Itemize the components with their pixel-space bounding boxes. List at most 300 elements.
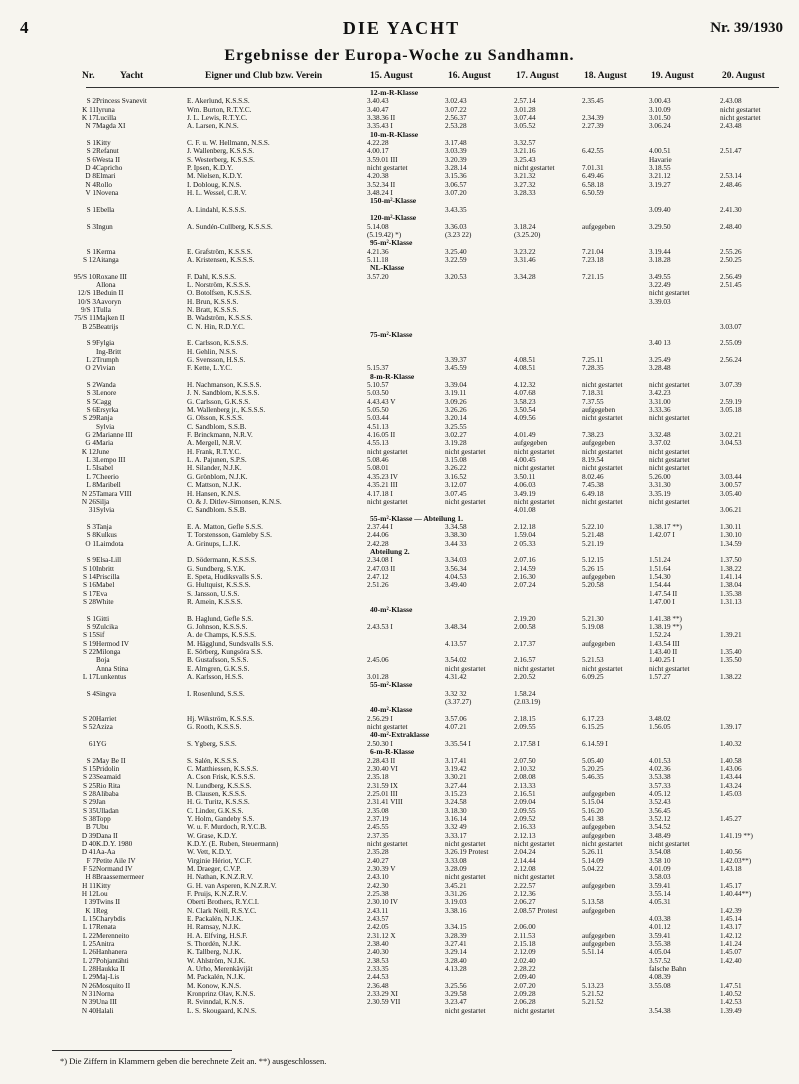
race-time-day2: 3.38.16 — [445, 906, 467, 915]
race-time-day6: 2.59.19 — [720, 397, 742, 406]
race-time-day3: 2.12.09 — [514, 948, 536, 957]
sail-number: N 4 — [85, 180, 96, 189]
race-time-day1: 2.43.10 — [367, 873, 389, 882]
owner-club: L. Norström, K.S.S.S. — [187, 280, 251, 289]
race-time-day3: (2.03.19) — [514, 698, 541, 707]
race-time-day2: 3.23.47 — [445, 998, 467, 1007]
owner-club: A. Larsen, K.N.S. — [187, 122, 239, 131]
sail-number: L 26 — [82, 948, 96, 957]
race-time-day4: 5.19.08 — [582, 623, 604, 631]
result-row — [0, 990, 799, 998]
race-time-day1: 2.43.57 — [367, 915, 389, 924]
race-time-day3: 2.17.58 I — [514, 739, 540, 748]
race-time-day4: 5.21.30 — [582, 614, 604, 623]
col-nr: Nr. — [82, 71, 95, 81]
race-time-day5: 3.37.02 — [649, 439, 671, 448]
yacht-name: Maribell — [96, 481, 121, 490]
race-time-day3: 2.06.27 — [514, 898, 536, 907]
race-time-day5: 1.47.00 I — [649, 597, 675, 606]
race-time-day6: 2.55.09 — [720, 339, 742, 348]
sail-number: S 2 — [86, 147, 96, 156]
race-time-day2: 3.30.21 — [445, 773, 467, 782]
race-time-day6: 2.51.45 — [720, 280, 742, 289]
race-time-day2: 3.06.57 — [445, 180, 467, 189]
race-time-day6: 1.42.12 — [720, 931, 742, 940]
race-time-day1: 3.57.20 — [367, 272, 389, 281]
owner-club: S. Thordén, N.J.K. — [187, 940, 241, 949]
sail-number: S 29 — [83, 798, 96, 807]
race-time-day2: 3.29.14 — [445, 948, 467, 957]
race-time-day3: 2.12.18 — [514, 522, 536, 531]
race-time-day6: 1.43.06 — [720, 764, 742, 773]
race-time-day4: 5.26 15 — [582, 564, 604, 573]
yacht-name: June — [96, 447, 110, 456]
race-time-day1: 4.51.13 — [367, 422, 389, 431]
race-time-day1: 5.03.50 — [367, 389, 389, 398]
race-time-day2: 3.33.17 — [445, 831, 467, 840]
yacht-name: Magda XI — [96, 122, 126, 131]
sail-number: D 40 — [81, 839, 96, 848]
result-row — [0, 882, 799, 890]
race-time-day4: 5.21.52 — [582, 990, 604, 999]
race-time-day5: 3.59.41 — [649, 931, 671, 940]
race-time-day3: 2 05.33 — [514, 539, 536, 548]
race-time-day2: 4.31.42 — [445, 673, 467, 682]
race-time-day3: 2.16.30 — [514, 572, 536, 581]
race-time-day5: 4.05.12 — [649, 789, 671, 798]
race-time-day2: 3.27.44 — [445, 781, 467, 790]
race-time-day1: 5.05.50 — [367, 406, 389, 415]
race-time-day2: 3.48.34 — [445, 623, 467, 631]
header-rule — [86, 87, 779, 88]
race-time-day4: 7.38.23 — [582, 431, 604, 440]
sail-number: O 2 — [85, 364, 96, 373]
sail-number: D 4 — [85, 164, 96, 173]
race-time-day4: 5.21.19 — [582, 539, 604, 548]
race-time-day2: 3.44 33 — [445, 539, 467, 548]
race-time-day1: 5.08.46 — [367, 456, 389, 465]
result-row — [0, 873, 799, 881]
race-time-day2: 3.38.30 — [445, 531, 467, 540]
sail-number: S 9 — [86, 623, 96, 631]
race-time-day6: 2.43.48 — [720, 122, 742, 131]
owner-club: M. Draeger, C.V.P. — [187, 864, 242, 873]
class-label: 150-m²-Klasse — [370, 196, 417, 206]
race-time-day2: 3.34.15 — [445, 923, 467, 932]
result-row — [0, 223, 799, 231]
sail-number: B 7 — [85, 823, 96, 832]
yacht-name: Kitty — [96, 139, 111, 148]
owner-club: Virginie Hériot, Y.C.F. — [187, 856, 252, 865]
owner-club: M. Wallenberg jr., K.S.S.S. — [187, 406, 266, 415]
race-time-day2: 3.16.52 — [445, 472, 467, 481]
class-heading — [0, 731, 799, 739]
sail-number: F 52 — [83, 864, 96, 873]
race-time-day1: 2.43.11 — [367, 906, 389, 915]
sail-number: L 29 — [82, 973, 96, 982]
race-time-day3: 4.01.49 — [514, 431, 536, 440]
race-time-day3: 4.08.51 — [514, 356, 536, 364]
race-time-day3: 3.23.22 — [514, 247, 536, 256]
race-time-day2: 3.09.26 — [445, 397, 467, 406]
race-time-day2: 3.39.37 — [445, 356, 467, 364]
yacht-name: Westa II — [96, 155, 120, 164]
result-row — [0, 631, 799, 639]
race-time-day1: 2.31.12 X — [367, 931, 396, 940]
race-time-day5: 3.39.03 — [649, 297, 671, 306]
sail-number: V 1 — [85, 189, 96, 198]
race-time-day6: 1.45.27 — [720, 814, 742, 823]
race-time-day1: 3.48.24 I — [367, 189, 393, 198]
race-time-day1: 5.11.18 — [367, 255, 389, 264]
result-row — [0, 715, 799, 723]
owner-club: H. Ramsay, N.J.K. — [187, 923, 241, 932]
owner-club: H. A. Elfving, H.S.F. — [187, 931, 248, 940]
owner-club: M. Nielsen, K.D.Y. — [187, 172, 243, 181]
col-day1: 15. August — [370, 71, 413, 81]
race-time-day1: 2.33.35 — [367, 965, 389, 974]
race-time-day1: 2.40.30 — [367, 948, 389, 957]
sail-number: K 17 — [81, 114, 96, 123]
race-time-day5: 3.40 13 — [649, 339, 671, 348]
race-time-day1: 4.00.17 — [367, 147, 389, 156]
result-row — [0, 765, 799, 773]
race-time-day5: 3.48.02 — [649, 714, 671, 723]
yacht-name: Boja — [96, 656, 110, 665]
race-time-day2: 3.16.14 — [445, 814, 467, 823]
race-time-day6: nicht gestartet — [720, 105, 761, 114]
owner-club: S. Salén, K.S.S.S. — [187, 756, 239, 765]
race-time-day2: (3.37.27) — [445, 698, 472, 707]
result-row — [0, 298, 799, 306]
owner-club: E. Grafström, K.S.S.S. — [187, 247, 253, 256]
owner-club: H. Hansen, K.N.S. — [187, 489, 241, 498]
class-label: 8-m-R-Klasse — [370, 371, 415, 381]
race-time-day1: 2.47.03 II — [367, 564, 396, 573]
result-row — [0, 389, 799, 397]
race-time-day3: 2.16.51 — [514, 789, 536, 798]
race-time-day3: 2.09.40 — [514, 973, 536, 982]
race-time-day1: 2.36.48 — [367, 981, 389, 990]
owner-club: S. Jansson, U.S.S. — [187, 589, 240, 598]
yacht-name: Twins II — [96, 898, 121, 907]
yacht-name: Reg — [96, 906, 108, 915]
yacht-name: Rollo — [96, 180, 112, 189]
race-time-day1: 2.35.28 — [367, 848, 389, 857]
yacht-name: Aitanga — [96, 255, 119, 264]
race-time-day1: 2.28.43 II — [367, 756, 396, 765]
owner-club: J. Wallenberg, K.S.S.S. — [187, 147, 255, 156]
owner-club: N. Bratt, K.S.S.S. — [187, 305, 239, 314]
race-time-day6: 1.31.13 — [720, 597, 742, 606]
race-time-day4: 6.14.59 I — [582, 739, 608, 748]
race-time-day5: 1.43.40 II — [649, 648, 678, 657]
result-row — [0, 398, 799, 406]
race-time-day1: 4.22.28 — [367, 139, 389, 148]
race-time-day4: 7.25.11 — [582, 356, 604, 364]
yacht-name: Petite Aile IV — [96, 856, 136, 865]
race-time-day4: aufgegeben — [582, 572, 616, 581]
result-row — [0, 248, 799, 256]
owner-club: R. Amein, K.S.S.S. — [187, 597, 243, 606]
race-time-day5: 1.51.24 — [649, 556, 671, 565]
result-row — [0, 840, 799, 848]
race-time-day2: 3.26.22 — [445, 464, 467, 473]
race-time-day4: 5.14.09 — [582, 856, 604, 865]
race-time-day4: 2.27.39 — [582, 122, 604, 131]
sail-number: N 39 — [81, 998, 96, 1007]
race-time-day6: 1.37.50 — [720, 556, 742, 565]
result-row — [0, 807, 799, 815]
race-time-day3: 3.58.23 — [514, 397, 536, 406]
race-time-day2: 3.27.41 — [445, 940, 467, 949]
race-time-day1: 2.47.12 — [367, 572, 389, 581]
result-row — [0, 640, 799, 648]
race-time-day2: 3.57.06 — [445, 714, 467, 723]
race-time-day4: nicht gestartet — [582, 497, 623, 506]
race-time-day3: 3.05.52 — [514, 122, 536, 131]
race-time-day4: 5.41 38 — [582, 814, 604, 823]
race-time-day4: 6.09.25 — [582, 673, 604, 682]
race-time-day1: 5.03.44 — [367, 414, 389, 423]
result-row — [0, 1007, 799, 1015]
yacht-name: YG — [96, 739, 107, 748]
race-time-day5: 3.56.45 — [649, 806, 671, 815]
race-time-day5: 3.28.48 — [649, 364, 671, 373]
class-heading — [0, 89, 799, 97]
yacht-name: Merenneito — [96, 931, 130, 940]
race-time-day5: 3.55.38 — [649, 940, 671, 949]
race-time-day3: 2.08.57 Protest — [514, 906, 558, 915]
sail-number: S 15 — [83, 631, 96, 640]
race-time-day4: 5.51.14 — [582, 948, 604, 957]
race-time-day1: 2.51.26 — [367, 581, 389, 590]
race-time-day5: 3.54.08 — [649, 848, 671, 857]
owner-club: A. Lindahl, K.S.S.S. — [187, 205, 247, 214]
sail-number: S 12 — [83, 255, 96, 264]
race-time-day5: 3.54.38 — [649, 1006, 671, 1015]
race-time-day5: 1.56.05 — [649, 723, 671, 732]
result-row — [0, 164, 799, 172]
race-time-day4: 5.20.58 — [582, 581, 604, 590]
race-time-day4: nicht gestartet — [582, 414, 623, 423]
owner-club: A. Sundén-Cullberg, K.S.S.S. — [187, 222, 273, 231]
yacht-name: Harriet — [96, 714, 117, 723]
sail-number: S 9 — [86, 556, 96, 565]
race-time-day6: 1.39.17 — [720, 723, 742, 732]
race-time-day1: 3.38.36 II — [367, 114, 396, 123]
yacht-name: Norna — [96, 990, 114, 999]
sail-number: K 1 — [85, 906, 96, 915]
sail-number: 95/S 10 — [73, 272, 96, 281]
yacht-name: Marianne III — [96, 431, 133, 440]
race-time-day2: 3.19.42 — [445, 764, 467, 773]
owner-club: I. Rosenlund, S.S.S. — [187, 689, 245, 698]
sail-number: L 17 — [82, 673, 96, 682]
sail-number: S 1 — [86, 205, 96, 214]
yacht-name: Lunkentus — [96, 673, 127, 682]
race-time-day1: 2.33.29 XI — [367, 990, 398, 999]
race-time-day4: 5.05.40 — [582, 756, 604, 765]
yacht-name: Hanhanera — [96, 948, 128, 957]
owner-club: L. A. Pajunen, S.P.S. — [187, 456, 247, 465]
race-time-day3: 2.12.13 — [514, 831, 536, 840]
owner-club: A. Cson Frisk, K.S.S.S. — [187, 773, 256, 782]
issue-number: Nr. 39/1930 — [710, 20, 783, 36]
sail-number: N 31 — [81, 990, 96, 999]
sail-number: N 26 — [81, 981, 96, 990]
race-time-day4: 7.21.04 — [582, 247, 604, 256]
yacht-name: K.D.Y. 1980 — [96, 839, 133, 848]
owner-club: A. Grinups, L.J.K. — [187, 539, 241, 548]
race-time-day6: 2.55.26 — [720, 247, 742, 256]
race-time-day3: 2.06.28 — [514, 998, 536, 1007]
yacht-name: Maj-Lis — [96, 973, 120, 982]
race-time-day4: aufgegeben — [582, 881, 616, 890]
race-time-day2: 3.45.21 — [445, 881, 467, 890]
sail-number: S 5 — [86, 397, 96, 406]
race-time-day4: 5.16.20 — [582, 806, 604, 815]
race-time-day4: aufgegeben — [582, 439, 616, 448]
race-time-day1: 2.31.59 IX — [367, 781, 398, 790]
yacht-name: Sylvia — [96, 506, 115, 515]
race-time-day2: 3.07.20 — [445, 189, 467, 198]
race-time-day4: 7.45.38 — [582, 481, 604, 490]
race-time-day5: 1.57.27 — [649, 673, 671, 682]
result-row — [0, 439, 799, 447]
race-time-day2: 3.25.55 — [445, 422, 467, 431]
result-row — [0, 531, 799, 539]
owner-club: E. Almgren, G.K.S.S. — [187, 664, 250, 673]
yacht-name: Fylgia — [96, 339, 115, 348]
owner-club: E. A. Matton, Gefle S.S.S. — [187, 522, 263, 531]
race-time-day1: 2.25.38 — [367, 890, 389, 898]
class-label: 40-m²-Klasse — [370, 605, 413, 615]
race-time-day5: 3.10.09 — [649, 105, 671, 114]
yacht-name: Inbritt — [96, 564, 114, 573]
race-time-day3: 2.09.55 — [514, 806, 536, 815]
race-time-day4: aufgegeben — [582, 406, 616, 415]
race-time-day6: 1.43.24 — [720, 781, 742, 790]
race-time-day2: 3.20.14 — [445, 414, 467, 423]
race-time-day2: 3.43.35 — [445, 205, 467, 214]
race-time-day3: 4.06.03 — [514, 481, 536, 490]
sail-number: S 22 — [83, 648, 96, 657]
race-time-day6: 1.38.22 — [720, 673, 742, 682]
race-time-day3: 2.08.08 — [514, 773, 536, 782]
result-row — [0, 940, 799, 948]
race-time-day3: 2.09.52 — [514, 814, 536, 823]
result-row — [0, 590, 799, 598]
result-row — [0, 498, 799, 506]
col-owner: Eigner und Club bzw. Verein — [205, 71, 323, 81]
race-time-day3: 3.50.54 — [514, 406, 536, 415]
result-row — [0, 464, 799, 472]
yacht-name: Laimdota — [96, 539, 124, 548]
race-time-day3: 1.58.24 — [514, 689, 536, 698]
sail-number: 75/S 11 — [74, 314, 96, 323]
result-row — [0, 665, 799, 673]
race-time-day3: 4.07.68 — [514, 389, 536, 398]
sail-number: L 15 — [82, 915, 96, 924]
result-row — [0, 306, 799, 314]
race-time-day6: 1.43.44 — [720, 773, 742, 782]
owner-club: G. Olsson, K.S.S.S. — [187, 414, 244, 423]
result-row — [0, 690, 799, 698]
race-time-day5: 4.05.04 — [649, 948, 671, 957]
race-time-day3: 3.49.19 — [514, 489, 536, 498]
result-row — [0, 982, 799, 990]
sail-number: S 19 — [83, 639, 96, 648]
race-time-day6: 2.56.49 — [720, 272, 742, 281]
result-row — [0, 339, 799, 347]
race-time-day6: nicht gestartet — [720, 114, 761, 123]
yacht-name: Majken II — [96, 314, 125, 323]
race-time-day2: 3.02.27 — [445, 431, 467, 440]
owner-club: J. N. Sandblom, K.S.S.S. — [187, 389, 260, 398]
race-time-day5: nicht gestartet — [649, 447, 690, 456]
page-header — [20, 18, 783, 40]
result-row — [0, 932, 799, 940]
race-time-day5: 3.22.49 — [649, 280, 671, 289]
race-time-day1: (5.19.42) *) — [367, 230, 402, 239]
sail-number: F 7 — [86, 856, 96, 865]
sail-number: S 1 — [86, 614, 96, 623]
race-time-day4: 2.34.39 — [582, 114, 604, 123]
result-row — [0, 139, 799, 147]
result-row — [0, 456, 799, 464]
race-time-day2: 3.45.59 — [445, 364, 467, 373]
yacht-name: Aa-Aa — [96, 848, 116, 857]
yacht-name: Braassemermeer — [96, 873, 144, 882]
sail-number: S 25 — [83, 781, 96, 790]
race-time-day1: 2.44.06 — [367, 531, 389, 540]
result-row — [0, 773, 799, 781]
race-time-day1: 2.30.59 VII — [367, 998, 401, 1007]
race-time-day3: 3.01.28 — [514, 105, 536, 114]
sail-number: 61 — [88, 739, 96, 748]
result-row — [0, 782, 799, 790]
sail-number: S 3 — [86, 522, 96, 531]
yacht-name: Lou — [96, 890, 108, 898]
race-time-day1: 3.52.34 II — [367, 180, 396, 189]
result-row — [0, 832, 799, 840]
race-time-day3: 2.07.50 — [514, 756, 536, 765]
result-row — [0, 523, 799, 531]
race-time-day1: 4.21.36 — [367, 247, 389, 256]
yacht-name: Allona — [96, 280, 116, 289]
race-time-day1: 4.17.18 I — [367, 489, 393, 498]
owner-club: W. Grase, K.D.Y. — [187, 831, 238, 840]
yacht-name: White — [96, 597, 114, 606]
owner-club: B. Clausen, K.S.S.S. — [187, 789, 247, 798]
result-row — [0, 565, 799, 573]
class-label: 55-m²-Klasse — [370, 680, 413, 690]
result-row — [0, 381, 799, 389]
race-time-day4: nicht gestartet — [582, 381, 623, 390]
race-time-day6: 1.41.24 — [720, 940, 742, 949]
owner-club: H. Silander, N.J.K. — [187, 464, 242, 473]
race-time-day6: 1.45.17 — [720, 881, 742, 890]
race-time-day2: 3.26.19 Protest — [445, 848, 489, 857]
race-time-day1: 2.37.19 — [367, 814, 389, 823]
owner-club: G. H. van Asperen, K.N.Z.R.V. — [187, 881, 277, 890]
yacht-name: Isabel — [96, 464, 114, 473]
sail-number: K 11 — [82, 105, 96, 114]
race-time-day4: aufgegeben — [582, 931, 616, 940]
race-time-day6: 1.34.59 — [720, 539, 742, 548]
race-time-day5: 3.59.41 — [649, 881, 671, 890]
